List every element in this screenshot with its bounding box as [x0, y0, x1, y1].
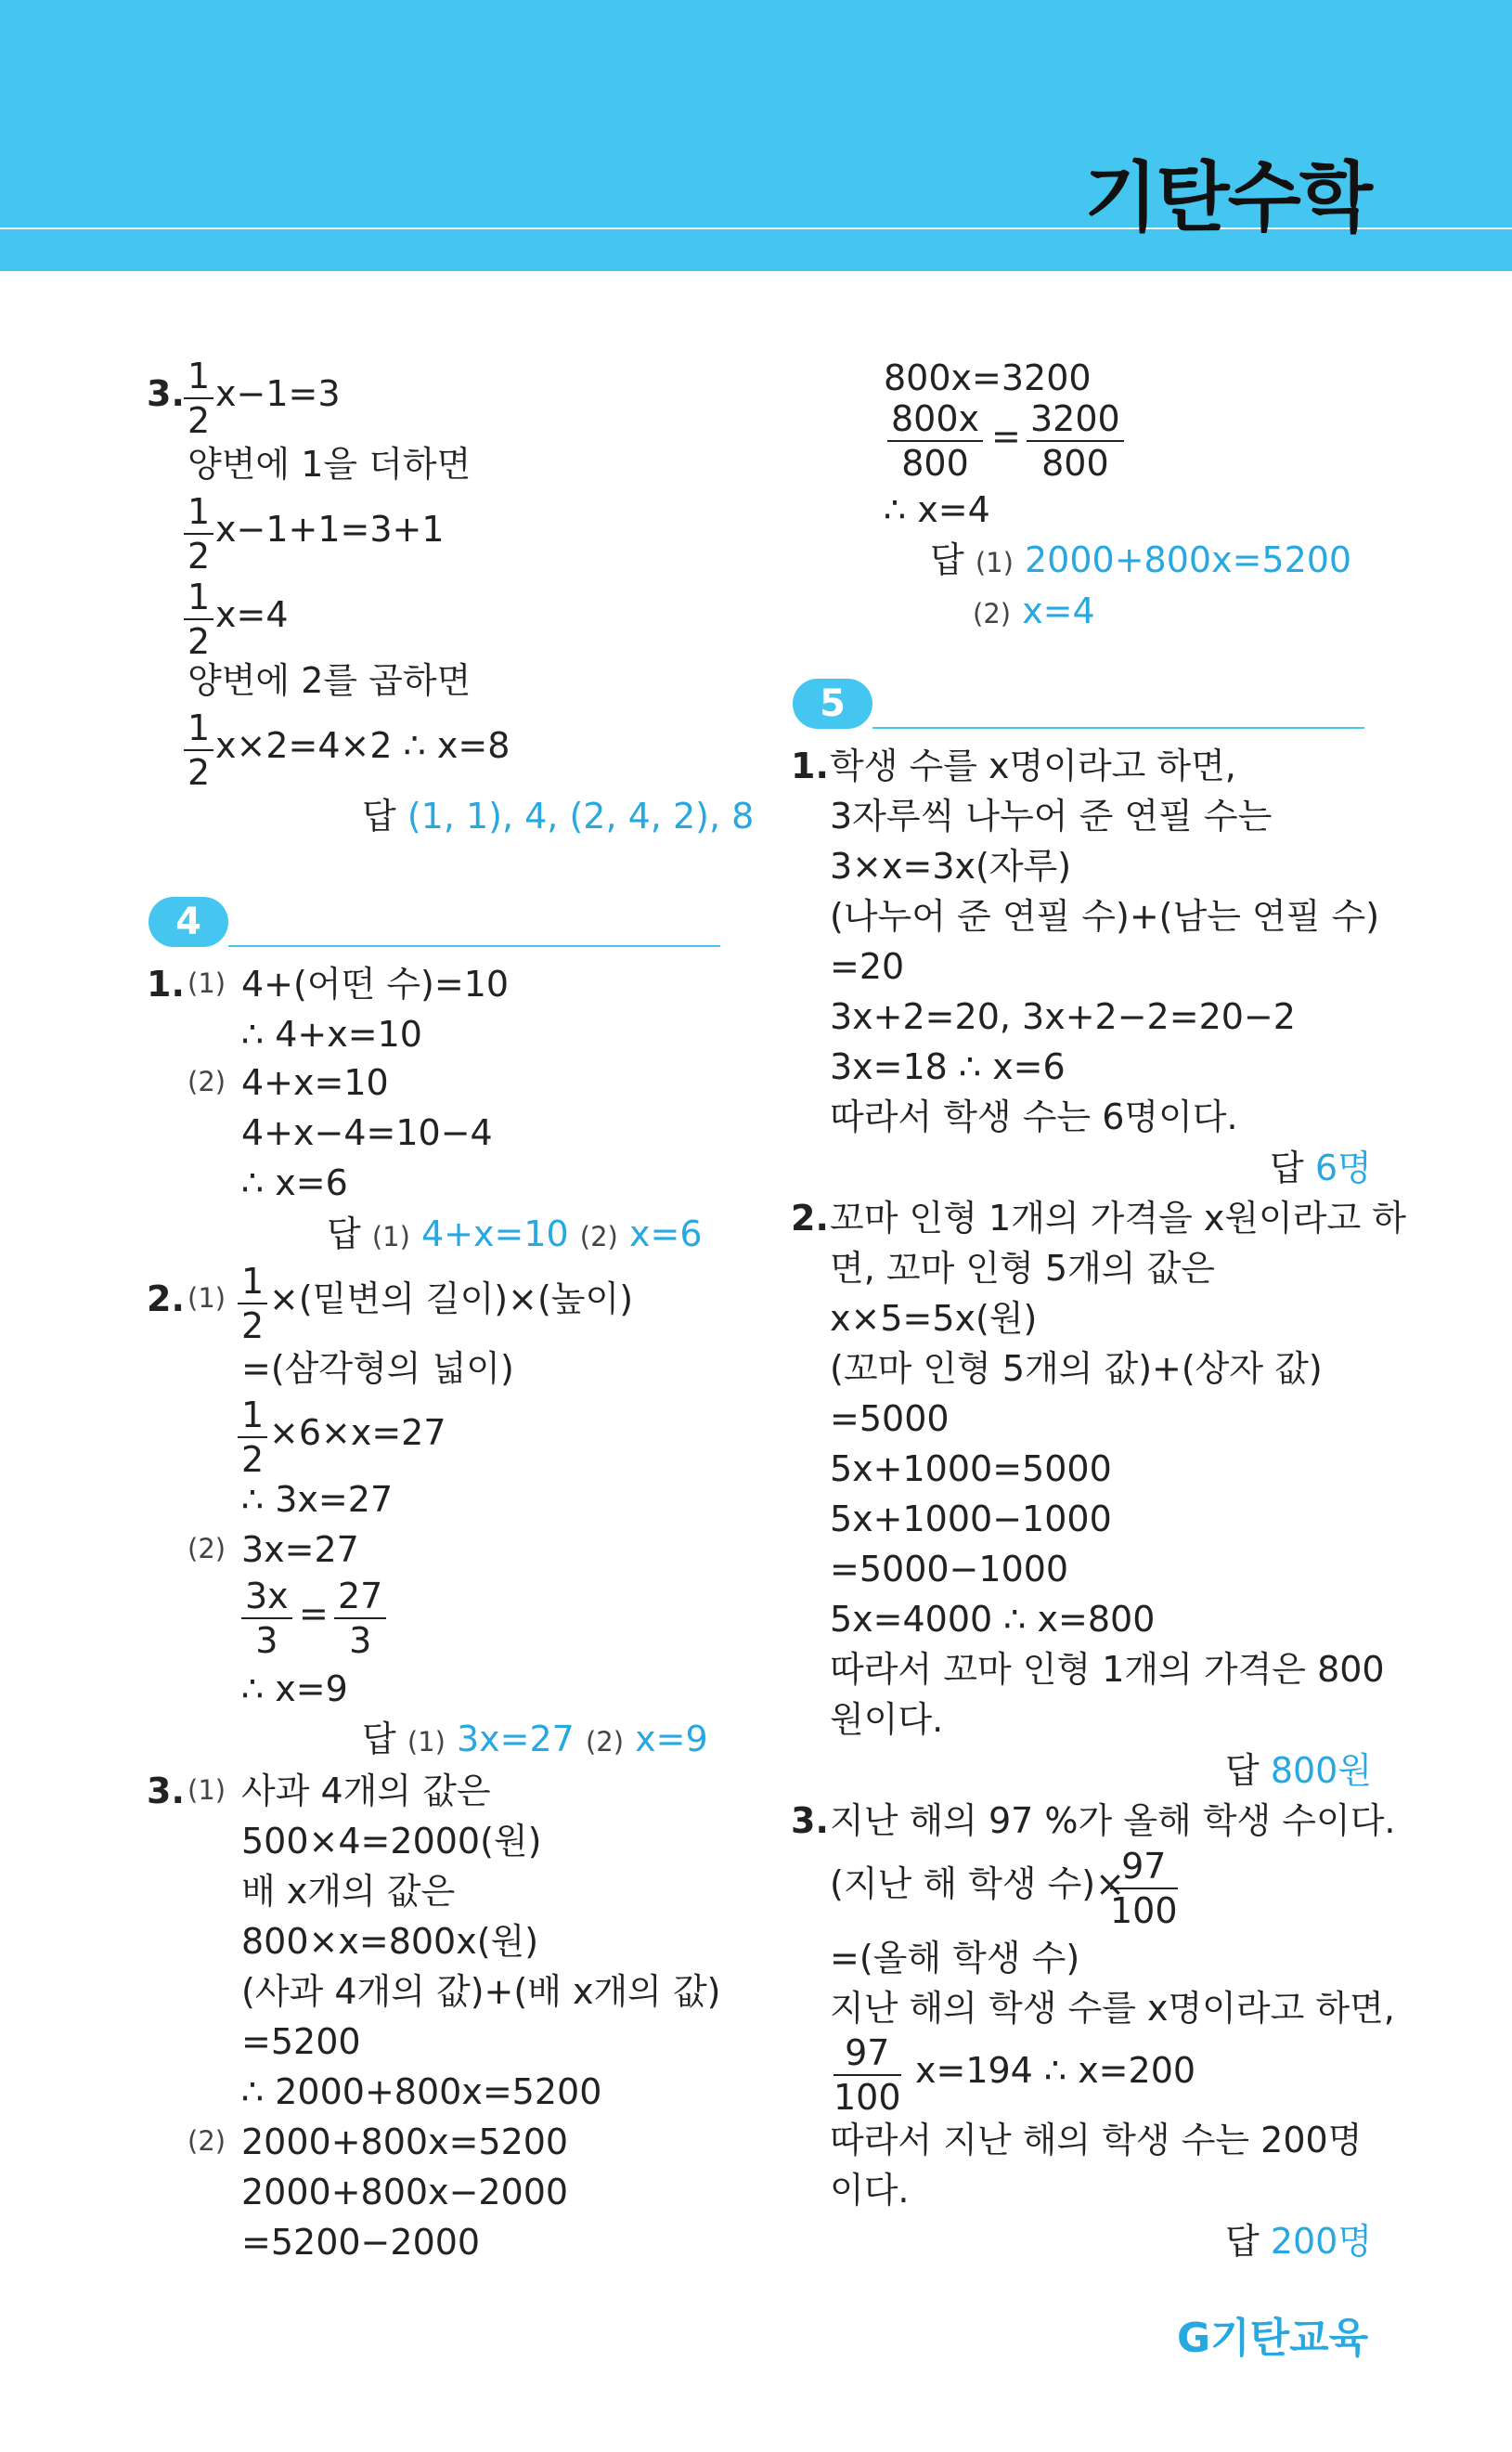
text-line: (꼬마 인형 5개의 값)+(상자 값): [830, 1348, 1323, 1389]
equation: ∴ x=4: [884, 489, 990, 530]
problem-number: 2.: [791, 1198, 829, 1239]
text-line: 따라서 지난 해의 학생 수는 200명: [830, 2120, 1363, 2160]
equation: x=194 ∴ x=200: [915, 2050, 1196, 2091]
text-line: =(올해 학생 수): [830, 1938, 1080, 1978]
text-line: 면, 꼬마 인형 5개의 값은: [830, 1248, 1215, 1289]
equation: x−1=3: [215, 373, 341, 414]
sub-label: (2): [187, 1533, 226, 1564]
text-line: 3자루씩 나누어 준 연필 수는: [830, 796, 1273, 837]
text-line: (나누어 준 연필 수)+(남는 연필 수): [830, 896, 1380, 937]
equation: ∴ 4+x=10: [241, 1014, 422, 1055]
problem-number: 3.: [791, 1800, 829, 1841]
text-line: 원이다.: [830, 1699, 944, 1740]
equation: =5200−2000: [241, 2222, 481, 2263]
section-rule: [228, 945, 720, 947]
publisher-logo: G기탄교육: [1177, 2315, 1369, 2362]
explanation-text: 양변에 2를 곱하면: [187, 660, 472, 701]
equation: (사과 4개의 값)+(배 x개의 값): [241, 1971, 721, 2012]
fraction-half: $\frac{1}{2}$: [184, 579, 213, 659]
text-line: =5000−1000: [830, 1549, 1069, 1589]
answer-line: 답 (1, 1), 4, (2, 4, 2), 8: [362, 796, 755, 837]
equation: 4+x=10: [241, 1062, 389, 1103]
text-line: 따라서 꼬마 인형 1개의 가격은 800: [830, 1649, 1385, 1690]
answer-line: 답 (1) 3x=27 (2) x=9: [362, 1719, 708, 1759]
answer-line: 답 800원: [1225, 1750, 1373, 1791]
text-line: x×5=5x(원): [830, 1298, 1038, 1339]
equation: 3x=27: [241, 1529, 359, 1570]
answer-line: 답 (1) 4+x=10 (2) x=6: [327, 1213, 703, 1254]
text-line: 3×x=3x(자루): [830, 846, 1072, 887]
sub-label: (2): [187, 1066, 226, 1097]
text-line: 5x+1000−1000: [830, 1498, 1112, 1539]
text-line: 지난 해의 학생 수를 x명이라고 하면,: [830, 1988, 1395, 2029]
fraction-half: $\frac{1}{2}$: [184, 358, 213, 438]
answer-line: (2) x=4: [973, 590, 1095, 631]
equation: 800×x=800x(원): [241, 1921, 539, 1962]
fraction: $\frac{27}{3}$: [334, 1578, 386, 1658]
equation: 2000+800x=5200: [241, 2121, 569, 2162]
answer-line: 답 (1) 2000+800x=5200: [930, 539, 1352, 580]
equation: x−1+1=3+1: [215, 509, 445, 550]
sub-label: (1): [187, 1282, 226, 1314]
equation: =5200: [241, 2021, 361, 2062]
text-line: 이다.: [830, 2170, 910, 2211]
sub-label: (1): [187, 967, 226, 999]
equation: 800x=3200: [884, 357, 1092, 398]
text-line: 학생 수를 x명이라고 하면,: [830, 746, 1236, 786]
problem-number: 3.: [147, 1771, 185, 1811]
section-rule: [872, 727, 1364, 729]
fraction: $\frac{800x}{800}$: [887, 401, 983, 481]
fraction: $\frac{3x}{3}$: [241, 1578, 292, 1658]
equation: ∴ 3x=27: [241, 1479, 394, 1520]
brand-logo: 기탄수학: [1084, 154, 1371, 242]
section-badge: 4: [149, 897, 228, 947]
sub-label: (2): [187, 2125, 226, 2157]
equals-sign: =: [991, 416, 1021, 457]
fraction-half: $\frac{1}{2}$: [184, 710, 213, 790]
text-line: (지난 해 학생 수)×: [830, 1863, 1125, 1904]
equation: 4+x−4=10−4: [241, 1112, 493, 1153]
fraction: $\frac{3200}{800}$: [1027, 401, 1124, 481]
sub-label: (1): [187, 1774, 226, 1806]
equals-sign: =: [299, 1593, 329, 1634]
equation: ∴ 2000+800x=5200: [241, 2071, 602, 2112]
equation: 사과 4개의 값은: [241, 1771, 491, 1811]
problem-number: 1.: [147, 964, 185, 1005]
problem-number: 3.: [147, 373, 185, 414]
equation: 500×4=2000(원): [241, 1821, 542, 1862]
equation: ∴ x=6: [241, 1162, 348, 1203]
equation: ∴ x=9: [241, 1668, 348, 1709]
text-line: 5x=4000 ∴ x=800: [830, 1599, 1156, 1640]
text-line: 3x+2=20, 3x+2−2=20−2: [830, 996, 1296, 1037]
fraction-half: $\frac{1}{2}$: [184, 494, 213, 574]
text-line: 3x=18 ∴ x=6: [830, 1046, 1066, 1087]
problem-number: 2.: [147, 1278, 185, 1319]
answer-line: 답 6명: [1270, 1148, 1372, 1188]
equation: ×(밑변의 길이)×(높이): [269, 1278, 634, 1319]
fraction-half: $\frac{1}{2}$: [238, 1264, 267, 1343]
problem-number: 1.: [791, 746, 829, 786]
equation: =(삼각형의 넓이): [241, 1348, 514, 1389]
equation: 4+(어떤 수)=10: [241, 964, 510, 1005]
text-line: 꼬마 인형 1개의 가격을 x원이라고 하: [830, 1198, 1406, 1239]
text-line: =5000: [830, 1398, 950, 1439]
equation: ×6×x=27: [269, 1412, 446, 1453]
equation: 2000+800x−2000: [241, 2172, 569, 2212]
equation: x=4: [215, 594, 289, 635]
equation: x×2=4×2 ∴ x=8: [215, 725, 510, 766]
text-line: 따라서 학생 수는 6명이다.: [830, 1096, 1238, 1137]
answer-line: 답 200명: [1225, 2221, 1373, 2262]
text-line: 5x+1000=5000: [830, 1448, 1112, 1489]
explanation-text: 양변에 1을 더하면: [187, 444, 472, 485]
text-line: 지난 해의 97 %가 올해 학생 수이다.: [830, 1800, 1396, 1841]
fraction-half: $\frac{1}{2}$: [238, 1397, 267, 1477]
fraction: $\frac{97}{100}$: [834, 2032, 901, 2118]
section-badge: 5: [793, 679, 872, 729]
equation: 배 x개의 값은: [241, 1871, 456, 1912]
fraction: $\frac{97}{100}$: [1110, 1846, 1178, 1931]
text-line: =20: [830, 946, 905, 987]
